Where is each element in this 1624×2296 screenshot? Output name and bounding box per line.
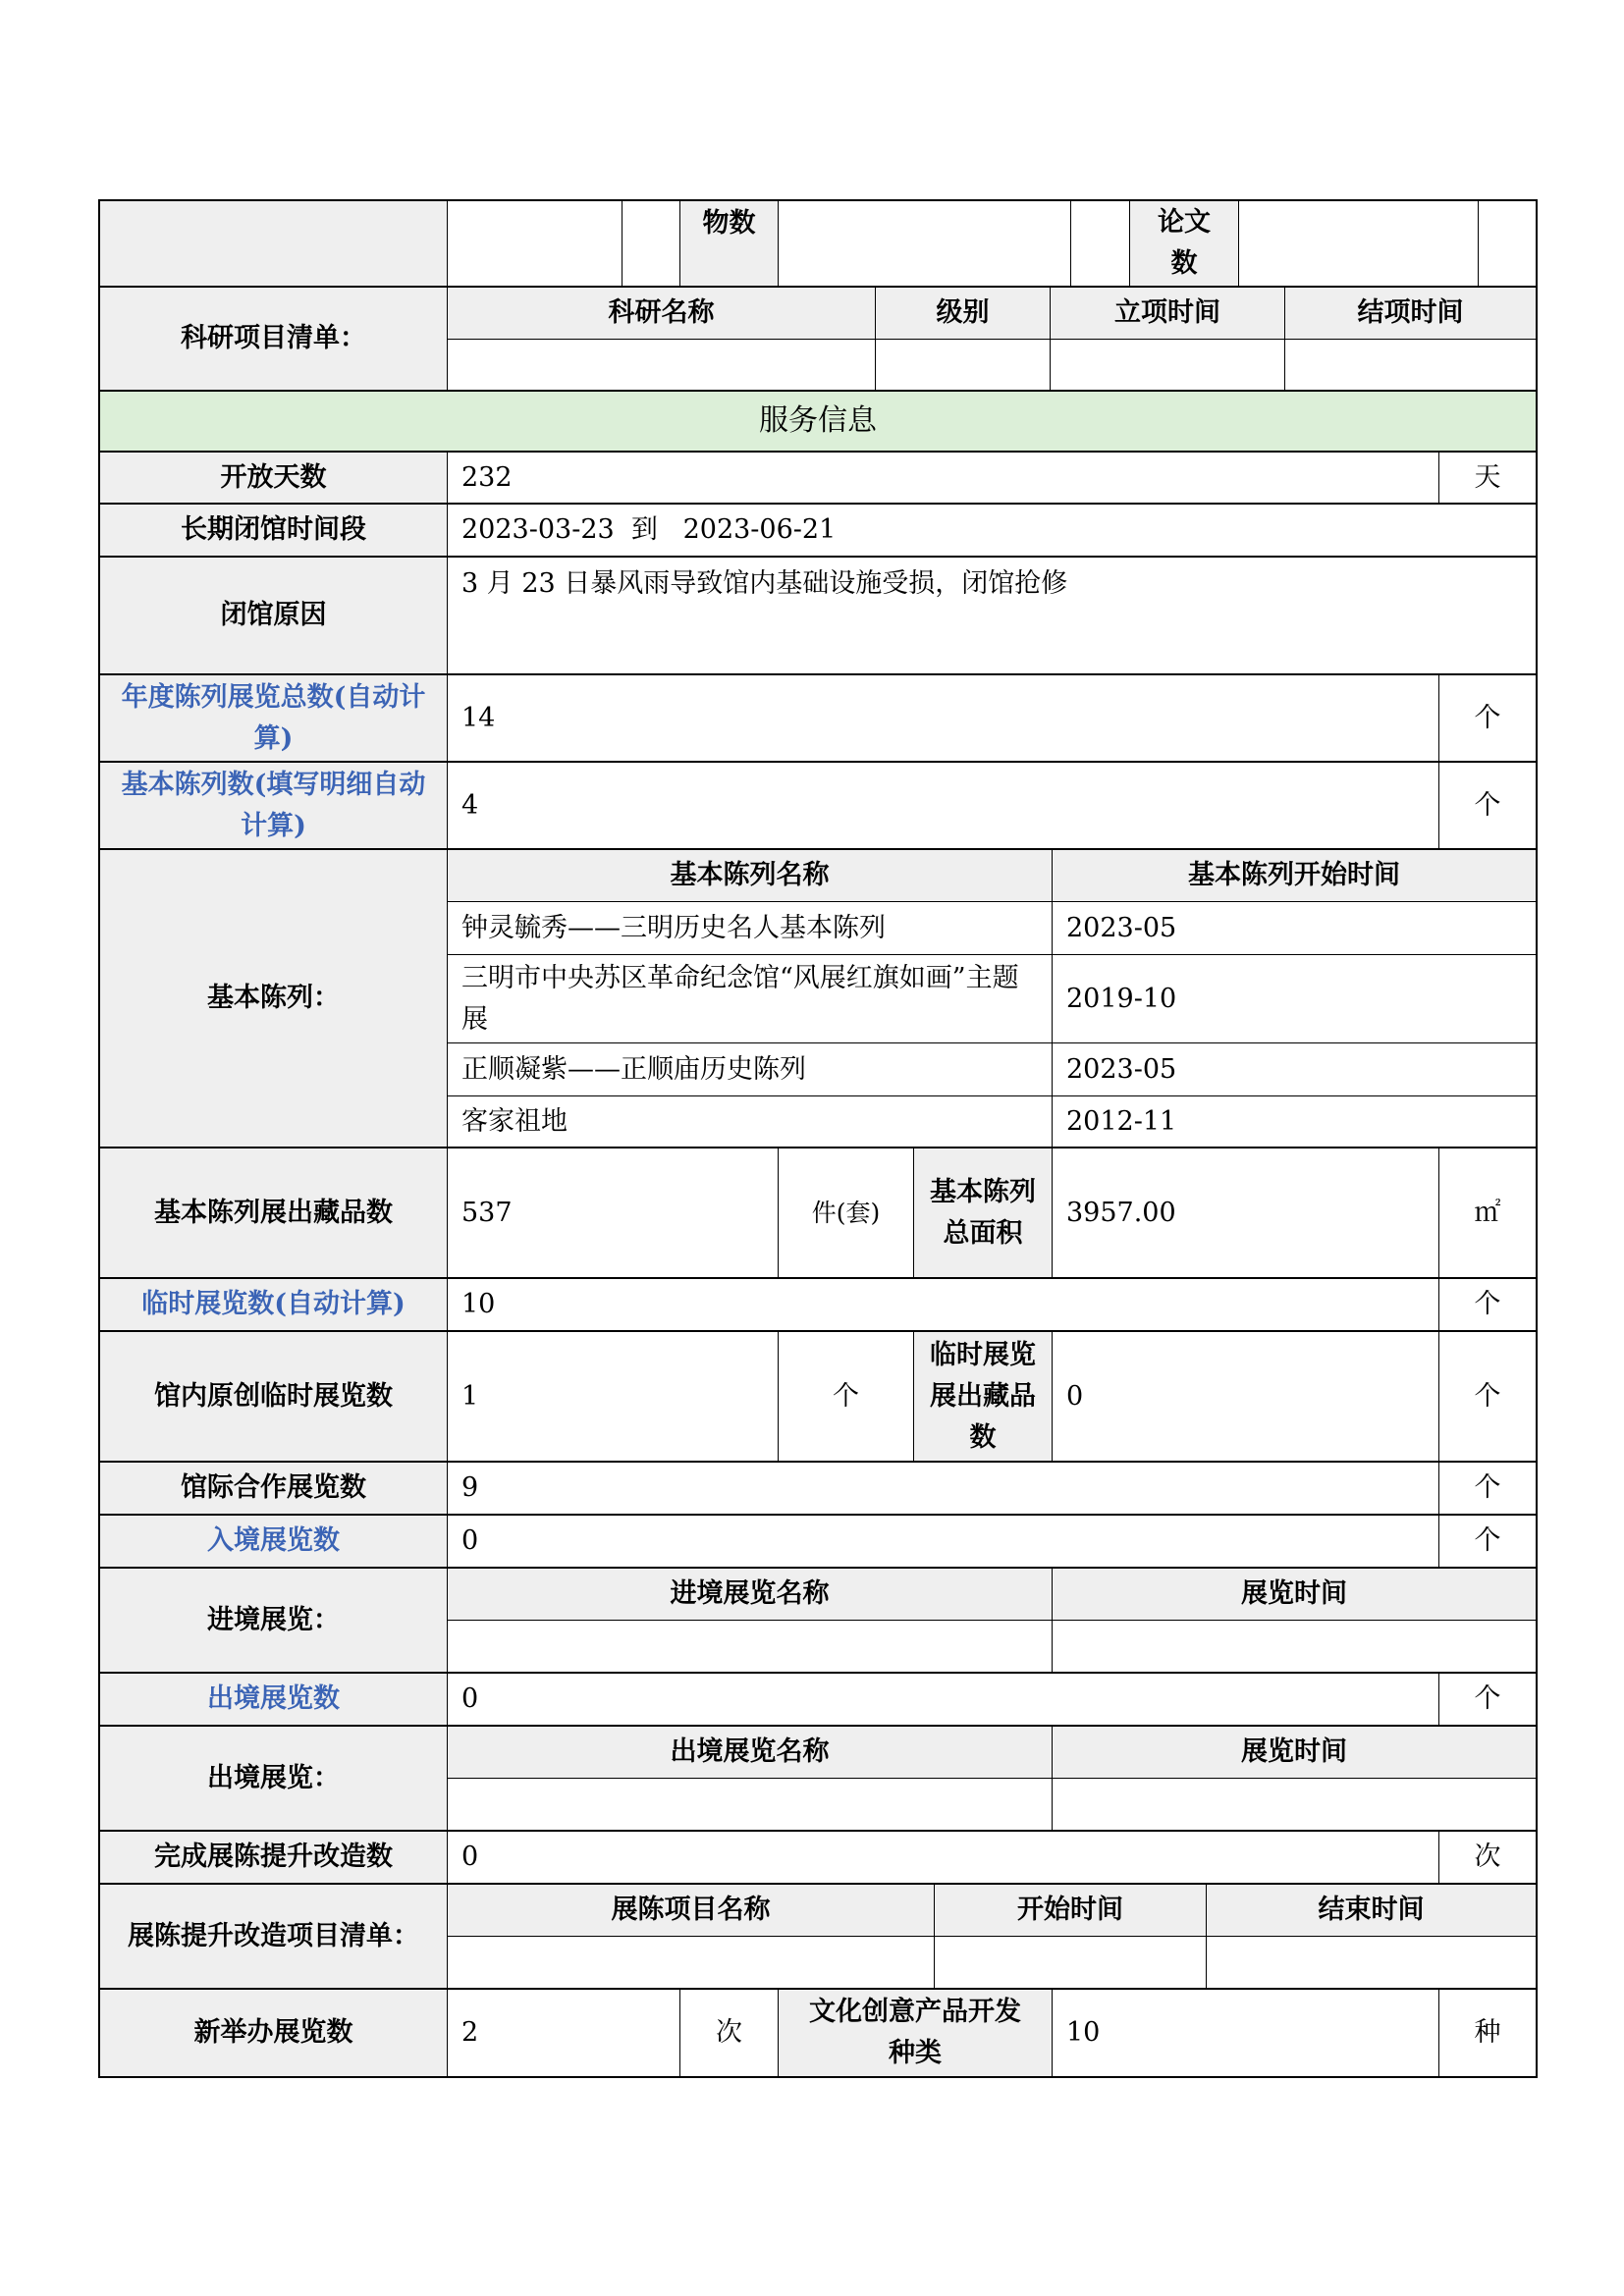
closure-period-value[interactable]: 2023-03-23 到 2023-06-21 bbox=[461, 514, 837, 545]
outbound-count-label: 出境展览数 bbox=[100, 1674, 448, 1725]
basic-list-header-row bbox=[448, 850, 1536, 902]
top-value-b[interactable] bbox=[1239, 201, 1479, 286]
coop-label: 馆际合作展览数 bbox=[100, 1463, 448, 1514]
cultural-products-unit: 种 bbox=[1474, 2017, 1501, 2048]
research-header: 科研名称 bbox=[448, 288, 876, 339]
upgrade-header-row bbox=[448, 1885, 1536, 1937]
upgrade-header: 开始时间 bbox=[935, 1885, 1207, 1936]
top-row bbox=[98, 199, 1538, 288]
new-exhibits-label: 新举办展览数 bbox=[100, 1990, 448, 2076]
outbound-count-unit: 个 bbox=[1474, 1683, 1501, 1714]
inbound-entry-row bbox=[448, 1621, 1536, 1672]
inbound-count-value: 0 bbox=[448, 1516, 1439, 1567]
basic-list-row-item bbox=[448, 902, 1536, 955]
basic-exhibit-name[interactable]: 钟灵毓秀——三明历史名人基本陈列 bbox=[448, 902, 1053, 954]
coop-unit: 个 bbox=[1474, 1472, 1501, 1503]
basic-items-label: 基本陈列展出藏品数 bbox=[100, 1148, 448, 1277]
open-days-value[interactable]: 232 bbox=[448, 453, 1439, 503]
open-days-row bbox=[98, 453, 1538, 505]
basic-area-unit: ㎡ bbox=[1474, 1197, 1501, 1228]
open-days-label: 开放天数 bbox=[100, 453, 448, 503]
basic-list-row-item bbox=[448, 955, 1536, 1043]
upgrade-count-label: 完成展陈提升改造数 bbox=[100, 1832, 448, 1883]
top-left-label-cell bbox=[100, 201, 448, 286]
upgrade-table bbox=[448, 1885, 1536, 1988]
basic-list-row-item bbox=[448, 1096, 1536, 1147]
temp-count-row bbox=[98, 1279, 1538, 1332]
outbound-row bbox=[98, 1727, 1538, 1832]
basic-list-row bbox=[98, 850, 1538, 1148]
top-blank-cell bbox=[1071, 201, 1130, 286]
research-header: 结项时间 bbox=[1285, 288, 1536, 339]
upgrade-entry-row bbox=[448, 1937, 1536, 1988]
closure-reason-label: 闭馆原因 bbox=[100, 558, 448, 673]
closure-period-row bbox=[98, 505, 1538, 558]
annual-exhibits-value: 14 bbox=[448, 675, 1439, 761]
annual-exhibits-label: 年度陈列展览总数(自动计算) bbox=[100, 675, 448, 761]
basic-exhibit-name[interactable]: 客家祖地 bbox=[448, 1096, 1053, 1147]
inbound-count-label: 入境展览数 bbox=[100, 1516, 448, 1567]
research-end-input[interactable] bbox=[1285, 340, 1536, 390]
temp-count-unit: 个 bbox=[1474, 1289, 1501, 1319]
temp-items-unit: 个 bbox=[1474, 1380, 1501, 1412]
upgrade-count-row bbox=[98, 1832, 1538, 1885]
upgrade-name-input[interactable] bbox=[448, 1937, 935, 1988]
research-entry-row bbox=[448, 340, 1536, 390]
original-temp-unit: 个 bbox=[779, 1332, 914, 1461]
section-title: 服务信息 bbox=[100, 392, 1536, 451]
top-blank-cell bbox=[623, 201, 680, 286]
outbound-header-row bbox=[448, 1727, 1536, 1779]
basic-items-value[interactable]: 537 bbox=[448, 1148, 779, 1277]
closure-reason-row bbox=[98, 558, 1538, 675]
inbound-table bbox=[448, 1569, 1536, 1672]
inbound-row bbox=[98, 1569, 1538, 1674]
upgrade-end-input[interactable] bbox=[1207, 1937, 1536, 1988]
outbound-count-row bbox=[98, 1674, 1538, 1727]
basic-exhibit-name[interactable]: 三明市中央苏区革命纪念馆“风展红旗如画”主题展 bbox=[448, 955, 1053, 1042]
open-days-unit: 天 bbox=[1474, 461, 1501, 493]
inbound-header: 展览时间 bbox=[1053, 1569, 1536, 1620]
inbound-label: 进境展览： bbox=[100, 1569, 448, 1672]
basic-list-row-item bbox=[448, 1043, 1536, 1096]
upgrade-count-value[interactable]: 0 bbox=[448, 1832, 1439, 1883]
basic-list-label: 基本陈列： bbox=[100, 850, 448, 1147]
basic-area-value[interactable]: 3957.00 bbox=[1053, 1148, 1439, 1277]
basic-list-header: 基本陈列开始时间 bbox=[1053, 850, 1536, 901]
top-label-a: 物数 bbox=[680, 201, 779, 286]
inbound-time-input[interactable] bbox=[1053, 1621, 1536, 1672]
annual-exhibits-unit: 个 bbox=[1474, 702, 1501, 733]
inbound-header-row bbox=[448, 1569, 1536, 1621]
section-row bbox=[98, 392, 1538, 453]
inbound-header: 进境展览名称 bbox=[448, 1569, 1053, 1620]
temp-count-value: 10 bbox=[448, 1279, 1439, 1330]
outbound-table bbox=[448, 1727, 1536, 1830]
basic-count-value: 4 bbox=[448, 763, 1439, 848]
original-temp-row bbox=[98, 1332, 1538, 1463]
temp-count-label: 临时展览数(自动计算) bbox=[100, 1279, 448, 1330]
annual-exhibits-row bbox=[98, 675, 1538, 763]
research-name-input[interactable] bbox=[448, 340, 876, 390]
upgrade-header: 结束时间 bbox=[1207, 1885, 1536, 1936]
new-exhibits-unit: 次 bbox=[680, 1990, 779, 2076]
basic-exhibit-name[interactable]: 正顺凝紫——正顺庙历史陈列 bbox=[448, 1043, 1053, 1095]
basic-list-header: 基本陈列名称 bbox=[448, 850, 1053, 901]
top-blank-cell bbox=[448, 201, 623, 286]
basic-count-unit: 个 bbox=[1474, 789, 1501, 821]
coop-value[interactable]: 9 bbox=[448, 1463, 1439, 1514]
research-start-input[interactable] bbox=[1051, 340, 1285, 390]
research-row bbox=[98, 288, 1538, 392]
upgrade-count-unit: 次 bbox=[1474, 1842, 1501, 1872]
outbound-label: 出境展览： bbox=[100, 1727, 448, 1830]
basic-items-row bbox=[98, 1148, 1538, 1279]
research-header-row bbox=[448, 288, 1536, 340]
top-label-b: 论文数 bbox=[1130, 201, 1239, 286]
new-exhibits-value[interactable]: 2 bbox=[448, 1990, 680, 2076]
basic-count-label: 基本陈列数(填写明细自动计算) bbox=[100, 763, 448, 848]
basic-exhibit-start[interactable]: 2012-11 bbox=[1066, 1105, 1177, 1137]
inbound-count-row bbox=[98, 1516, 1538, 1569]
upgrade-list-label: 展陈提升改造项目清单： bbox=[100, 1885, 448, 1988]
original-temp-label: 馆内原创临时展览数 bbox=[100, 1332, 448, 1461]
inbound-count-unit: 个 bbox=[1474, 1525, 1501, 1556]
research-level-input[interactable] bbox=[876, 340, 1051, 390]
inbound-name-input[interactable] bbox=[448, 1621, 1053, 1672]
top-value-a[interactable] bbox=[779, 201, 1071, 286]
closure-period-label: 长期闭馆时间段 bbox=[100, 505, 448, 556]
basic-count-row bbox=[98, 763, 1538, 850]
upgrade-header: 展陈项目名称 bbox=[448, 1885, 935, 1936]
research-label: 科研项目清单： bbox=[100, 288, 448, 390]
cultural-products-label: 文化创意产品开发种类 bbox=[779, 1990, 1053, 2076]
basic-area-label: 基本陈列总面积 bbox=[914, 1148, 1053, 1277]
top-blank-cell bbox=[1479, 201, 1536, 286]
upgrade-list-row bbox=[98, 1885, 1538, 1990]
original-temp-value[interactable]: 1 bbox=[448, 1332, 779, 1461]
outbound-count-value: 0 bbox=[448, 1674, 1439, 1725]
museum-report-form bbox=[98, 199, 1538, 2078]
upgrade-start-input[interactable] bbox=[935, 1937, 1207, 1988]
outbound-name-input[interactable] bbox=[448, 1779, 1053, 1830]
basic-exhibit-start[interactable]: 2023-05 bbox=[1066, 912, 1177, 943]
outbound-header: 展览时间 bbox=[1053, 1727, 1536, 1778]
basic-items-unit: 件(套) bbox=[779, 1148, 914, 1277]
research-header: 立项时间 bbox=[1051, 288, 1285, 339]
outbound-entry-row bbox=[448, 1779, 1536, 1830]
research-header: 级别 bbox=[876, 288, 1051, 339]
coop-row bbox=[98, 1463, 1538, 1516]
basic-exhibit-start[interactable]: 2019-10 bbox=[1066, 983, 1177, 1014]
temp-items-value[interactable]: 0 bbox=[1053, 1332, 1439, 1461]
outbound-header: 出境展览名称 bbox=[448, 1727, 1053, 1778]
research-table bbox=[448, 288, 1536, 390]
cultural-products-value[interactable]: 10 bbox=[1053, 1990, 1439, 2076]
basic-list-table bbox=[448, 850, 1536, 1147]
basic-exhibit-start[interactable]: 2023-05 bbox=[1066, 1053, 1177, 1085]
new-exhibits-row bbox=[98, 1990, 1538, 2078]
outbound-time-input[interactable] bbox=[1053, 1779, 1536, 1830]
closure-reason-value[interactable]: 3 月 23 日暴风雨导致馆内基础设施受损，闭馆抢修 bbox=[461, 568, 1068, 599]
temp-items-label: 临时展览展出藏品数 bbox=[914, 1332, 1053, 1461]
